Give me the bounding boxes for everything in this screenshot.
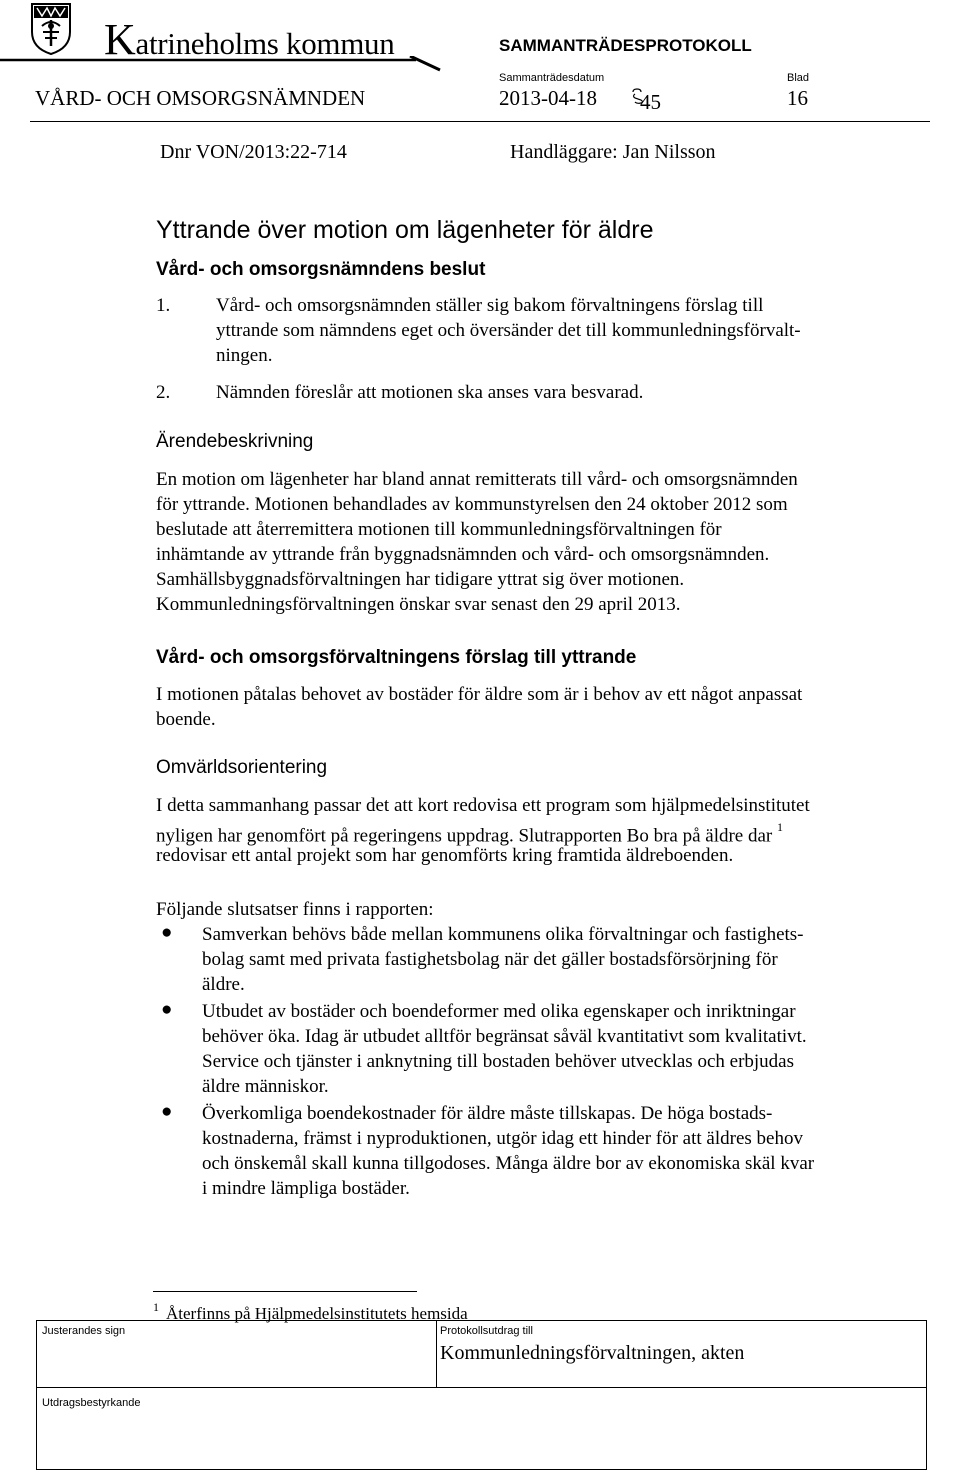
proposal-line: boende. <box>156 709 216 730</box>
decision-item-line: Vård- och omsorgsnämnden ställer sig bakom förvaltningens förslag till <box>216 295 764 316</box>
page-label: Blad <box>787 72 810 84</box>
signature-box-divider <box>36 1387 927 1388</box>
decision-item-line: ningen. <box>216 345 273 366</box>
meeting-date: 2013-04-18 <box>499 86 597 110</box>
environment-line: redovisar ett antal projekt som har genomförts kring framtida äldreboenden. <box>156 845 734 866</box>
committee-name: VÅRD- OCH OMSORGSNÄMNDEN <box>35 86 366 110</box>
bullet-line: äldre. <box>202 974 245 995</box>
proposal-line: I motionen påtalas behovet av bostäder för äldre som är i behov av ett något anpassat <box>156 684 803 705</box>
description-line: beslutade att återremittera motionen till kommunledningsförvaltningen för <box>156 519 722 540</box>
bullet-line: Samverkan behövs både mellan kommunens olika förvaltningar och fastighets- <box>202 924 804 945</box>
footnote-divider <box>153 1291 417 1292</box>
bullet-icon: ● <box>161 999 173 1020</box>
decision-item-number: 1. <box>156 295 171 316</box>
description-line: inhämtande av yttrande från byggnadsnämnden och vård- och omsorgsnämnden. <box>156 544 770 565</box>
bullet-line: i mindre lämpliga bostäder. <box>202 1178 410 1199</box>
meeting-date-label: Sammanträdesdatum <box>499 72 605 84</box>
environment-heading: Omvärldsorientering <box>156 757 328 778</box>
header-divider <box>30 121 930 122</box>
bullet-line: Överkomliga boendekostnader för äldre måste tillskapas. De höga bostads- <box>202 1103 773 1124</box>
environment-line: nyligen har genomfört på regeringens uppdrag. Slutrapporten Bo bra på äldre dar $^1$ <box>156 820 783 847</box>
municipal-crest-logo <box>30 2 72 56</box>
bullet-line: Service och tjänster i anknytning till bostaden behöver utvecklas och erbjudas <box>202 1051 794 1072</box>
decision-item-number: 2. <box>156 382 171 403</box>
case-number: Dnr VON/2013:22-714 <box>160 141 347 163</box>
bullet-line: bolag samt med privata fastighetsbolag när det gäller bostadsförsörjning för <box>202 949 778 970</box>
bullet-icon: ● <box>161 1101 173 1122</box>
decision-item-line: yttrande som nämndens eget och översänder det till kommunledningsförvalt- <box>216 320 801 341</box>
description-line: för yttrande. Motionen behandlades av kommunstyrelsen den 24 oktober 2012 som <box>156 494 788 515</box>
footnote-reference: 1 <box>777 820 783 834</box>
conclusions-intro: Följande slutsatser finns i rapporten: <box>156 899 434 920</box>
bullet-line: äldre människor. <box>202 1076 329 1097</box>
bullet-icon: ● <box>161 922 173 943</box>
signature-box-column-divider <box>436 1320 437 1387</box>
extract-recipients-label: Protokollsutdrag till <box>440 1325 533 1337</box>
environment-line: I detta sammanhang passar det att kort redovisa ett program som hjälpmedelsinstitutet <box>156 795 810 816</box>
case-handler: Handläggare: Jan Nilsson <box>510 141 716 163</box>
page-number: 16 <box>787 86 808 110</box>
bullet-line: och önskemål skall kunna tillgodoses. Många äldre bor av ekonomiska skäl kvar <box>202 1153 815 1174</box>
decision-heading: Vård- och omsorgsnämndens beslut <box>156 259 486 280</box>
footnote-text: Återfinns på Hjälpmedelsinstitutets hemsida <box>166 1304 468 1323</box>
bullet-line: behöver öka. Idag är utbudet alltför begränsat såväl kvantitativt som kvalitativt. <box>202 1026 807 1047</box>
description-heading: Ärendebeskrivning <box>156 431 314 452</box>
paragraph-number: 45 <box>640 90 661 114</box>
bullet-line: kostnaderna, främst i nyproduktionen, utgör idag ett hinder för att äldres behov <box>202 1128 803 1149</box>
bullet-line: Utbudet av bostäder och boendeformer med olika egenskaper och inriktningar <box>202 1001 796 1022</box>
org-underline-swoosh <box>0 56 460 72</box>
description-line: En motion om lägenheter har bland annat remitterats till vård- och omsorgsnämnden <box>156 469 798 490</box>
org-name: Katrineholms kommun <box>104 15 395 64</box>
footnote-number: 1 <box>153 1300 159 1314</box>
proposal-heading: Vård- och omsorgsförvaltningens förslag till yttrande <box>156 647 637 668</box>
page-title: Yttrande över motion om lägenheter för äldre <box>156 216 654 244</box>
adjuster-signature-label: Justerandes sign <box>42 1325 126 1337</box>
certified-extract-label: Utdragsbestyrkande <box>42 1397 141 1409</box>
description-line: Kommunledningsförvaltningen önskar svar senast den 29 april 2013. <box>156 594 681 615</box>
decision-item-line: Nämnden föreslår att motionen ska anses vara besvarad. <box>216 382 644 403</box>
description-line: Samhällsbyggnadsförvaltningen har tidigare yttrat sig över motionen. <box>156 569 685 590</box>
document-type: SAMMANTRÄDESPROTOKOLL <box>499 36 752 55</box>
extract-recipients-value: Kommunledningsförvaltningen, akten <box>440 1342 745 1364</box>
